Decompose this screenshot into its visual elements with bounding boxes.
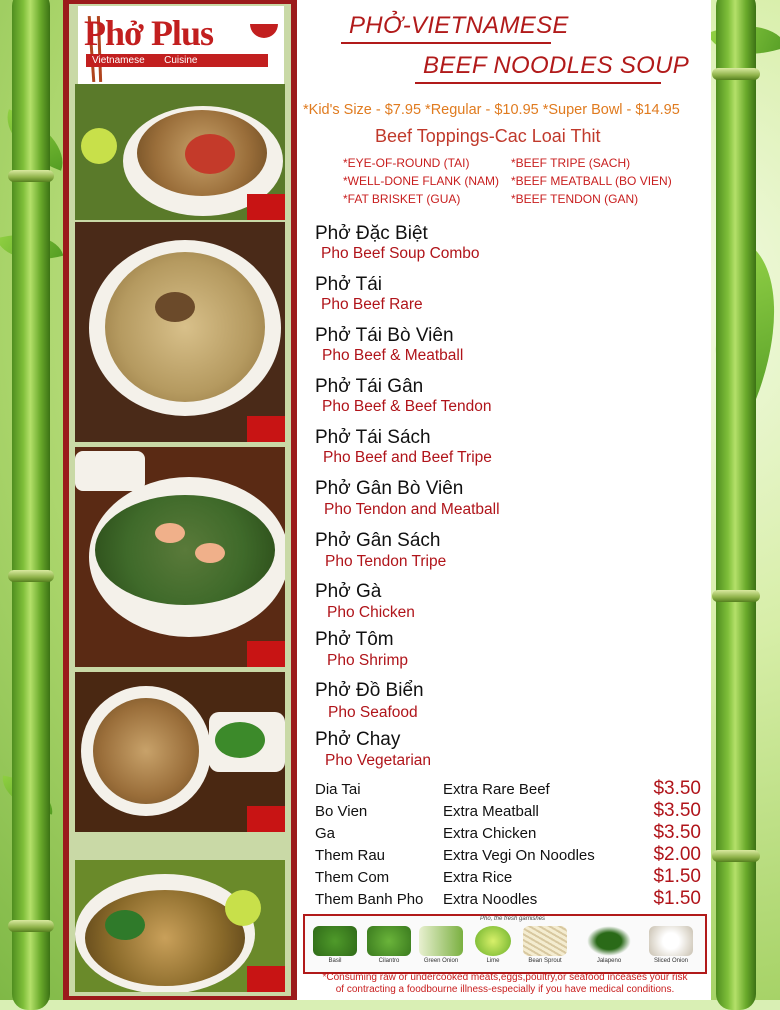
bowl-icon [250, 24, 278, 38]
extra-name-vn: Dia Tai [315, 781, 361, 798]
logo-name: Phở Plus [84, 13, 213, 53]
dish-name-en: Pho Seafood [328, 704, 418, 721]
dish-name-vn: Phở Gà [315, 581, 382, 602]
extra-name-vn: Them Com [315, 869, 390, 886]
dish-name-vn: Phở Tôm [315, 629, 394, 650]
pho-photo-chicken [75, 672, 285, 832]
dish-name-en: Pho Beef & Meatball [322, 347, 464, 364]
dish-name-en: Pho Beef Soup Combo [321, 245, 480, 262]
garnish-strip [303, 914, 707, 974]
extra-name-vn: Them Banh Pho [315, 891, 424, 908]
dish-name-vn: Phở Đặc Biệt [315, 223, 428, 244]
pho-photo-rare-beef [75, 222, 285, 442]
topping-item: *BEEF TENDON (GAN) [511, 192, 639, 206]
extra-name-en: Extra Rice [443, 869, 513, 886]
garnish-green-onion [415, 926, 467, 968]
dish-name-en: Pho Beef and Beef Tripe [323, 449, 492, 466]
restaurant-logo [78, 6, 284, 84]
extra-price: $1.50 [653, 888, 701, 909]
topping-item: *EYE-OF-ROUND (TAI) [343, 156, 470, 170]
dish-name-en: Pho Chicken [327, 604, 415, 621]
garnish-label: Jalapeno [596, 958, 622, 964]
dish-name-en: Pho Beef & Beef Tendon [322, 398, 492, 415]
extra-name-en: Extra Noodles [443, 891, 538, 908]
pho-photo-vegetarian [75, 860, 285, 992]
garnish-label: Green Onion [423, 958, 459, 964]
garnish-label: Lime [486, 958, 500, 964]
menu-panel [297, 0, 711, 1000]
extra-name-vn: Bo Vien [315, 803, 368, 820]
extra-name-vn: Ga [315, 825, 336, 842]
menu-title-line1: PHỞ-VIETNAMESE [349, 12, 569, 39]
topping-item: *BEEF TRIPE (SACH) [511, 156, 631, 170]
extra-name-en: Extra Rare Beef [443, 781, 550, 798]
dish-name-en: Pho Beef Rare [321, 296, 423, 313]
health-disclaimer [305, 972, 705, 995]
photo-column [63, 0, 297, 1000]
dish-name-en: Pho Tendon and Meatball [324, 501, 500, 518]
title-underline [415, 82, 661, 84]
disclaimer-line: of contracting a foodbourne illness-especially if you have medical conditions. [335, 983, 675, 995]
menu-title-line2: BEEF NOODLES SOUP [423, 52, 690, 79]
extra-price: $3.50 [653, 778, 701, 799]
dish-name-vn: Phở Gân Sách [315, 530, 441, 551]
dish-name-en: Pho Vegetarian [325, 752, 432, 769]
garnish-jalapeno [583, 926, 635, 968]
toppings-title: Beef Toppings-Cac Loai Thit [375, 126, 601, 146]
dish-name-en: Pho Tendon Tripe [325, 553, 447, 570]
logo-sub-left: Vietnamese [92, 55, 145, 66]
logo-tagline [86, 54, 268, 67]
dish-name-vn: Phở Tái [315, 274, 383, 295]
topping-item: *BEEF MEATBALL (BO VIEN) [511, 174, 672, 188]
size-prices: *Kid's Size - $7.95 *Regular - $10.95 *Super Bowl - $14.95 [303, 102, 680, 118]
garnish-cilantro [363, 926, 415, 968]
extra-price: $3.50 [653, 822, 701, 843]
logo-sub-right: Cuisine [164, 55, 198, 66]
garnish-label: Bean Sprout [528, 958, 562, 964]
garnish-lime [467, 926, 519, 968]
garnish-label: Sliced Onion [653, 958, 689, 964]
bamboo-stalk [716, 0, 756, 1010]
dish-name-vn: Phở Tái Sách [315, 427, 431, 448]
extra-price: $3.50 [653, 800, 701, 821]
bamboo-stalk [12, 0, 50, 1010]
dish-name-vn: Phở Gân Bò Viên [315, 478, 464, 499]
garnish-sliced-onion [645, 926, 697, 968]
garnish-label: Basil [328, 958, 342, 964]
extra-name-vn: Them Rau [315, 847, 386, 864]
garnish-label: Cilantro [378, 958, 400, 964]
extra-name-en: Extra Meatball [443, 803, 539, 820]
garnish-bean-sprout [519, 926, 571, 968]
extra-name-en: Extra Chicken [443, 825, 537, 842]
pho-photo-shrimp [75, 447, 285, 667]
dish-name-vn: Phở Đồ Biển [315, 680, 424, 701]
extra-name-en: Extra Vegi On Noodles [443, 847, 595, 864]
disclaimer-line: *Consuming raw or undercooked meats,eggs,poultry,or seafood inceases your risk [322, 972, 688, 983]
garnish-basil [309, 926, 361, 968]
dish-name-vn: Phở Tái Bò Viên [315, 325, 454, 346]
topping-item: *WELL-DONE FLANK (NAM) [343, 174, 500, 188]
garnish-title: Pho, the fresh garnishes [480, 916, 546, 922]
topping-item: *FAT BRISKET (GUA) [343, 192, 461, 206]
extra-price: $1.50 [653, 866, 701, 887]
dish-name-vn: Phở Tái Gân [315, 376, 424, 397]
pho-photo-combo [75, 84, 285, 220]
dish-name-vn: Phở Chay [315, 729, 401, 750]
dish-name-en: Pho Shrimp [327, 652, 408, 669]
title-underline [341, 42, 551, 44]
extra-price: $2.00 [653, 844, 701, 865]
